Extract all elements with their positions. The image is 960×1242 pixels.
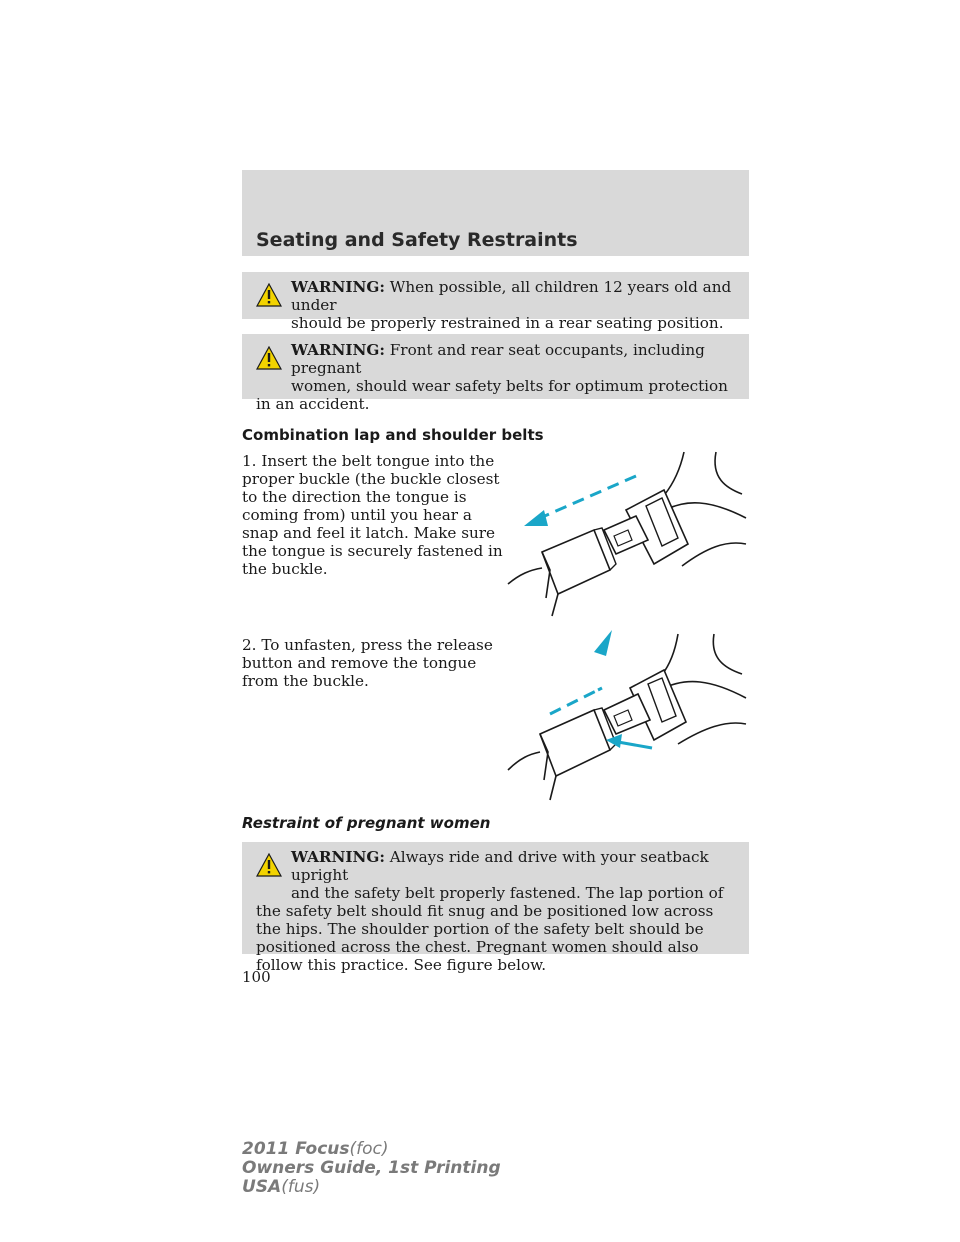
section-heading-combination: Combination lap and shoulder belts xyxy=(242,426,544,444)
warning-text-rest: and the safety belt properly fastened. The lap portion of the safety belt should fit snug and be positioned low across the hips. The shoulder portion of the safety belt should be positioned across the chest. Pregnant women should also follow this practice. See figure below. xyxy=(256,884,724,974)
footer xyxy=(242,1140,501,1197)
warning-text-line: WARNING: Always ride and drive with your seatback upright xyxy=(291,848,709,884)
warning-text-line: WARNING: When possible, all children 12 years old and under xyxy=(291,278,732,314)
warning-triangle-icon xyxy=(256,283,282,307)
footer-line-1: 2011 Focus(foc) xyxy=(242,1139,389,1159)
warning-box-1 xyxy=(242,272,749,332)
warning-triangle-icon xyxy=(256,346,282,370)
page-title: Seating and Safety Restraints xyxy=(256,229,578,251)
warning-text-rest: should be properly restrained in a rear seating position. xyxy=(291,314,724,332)
footer-line-2: Owners Guide, 1st Printing xyxy=(242,1158,501,1178)
buckle-release-figure xyxy=(506,630,752,802)
warning-text-line: WARNING: Front and rear seat occupants, including pregnant xyxy=(291,341,705,377)
warning-box-3 xyxy=(242,842,749,974)
section-heading-pregnant: Restraint of pregnant women xyxy=(242,814,491,832)
page-number: 100 xyxy=(242,968,271,986)
warning-box-2 xyxy=(242,334,749,413)
step-2-text: 2. To unfasten, press the release button and remove the tongue from the buckle. xyxy=(242,636,493,690)
warning-text-rest: women, should wear safety belts for optimum protection in an accident. xyxy=(256,377,728,413)
step-1-text: 1. Insert the belt tongue into the proper buckle (the buckle closest to the direction the tongue is coming from) until you hear a snap and feel it latch. Make sure the tongue is securely fastened in the buckle. xyxy=(242,452,503,578)
buckle-insert-figure xyxy=(506,448,752,618)
warning-triangle-icon xyxy=(256,853,282,877)
footer-line-3: USA(fus) xyxy=(242,1177,321,1197)
